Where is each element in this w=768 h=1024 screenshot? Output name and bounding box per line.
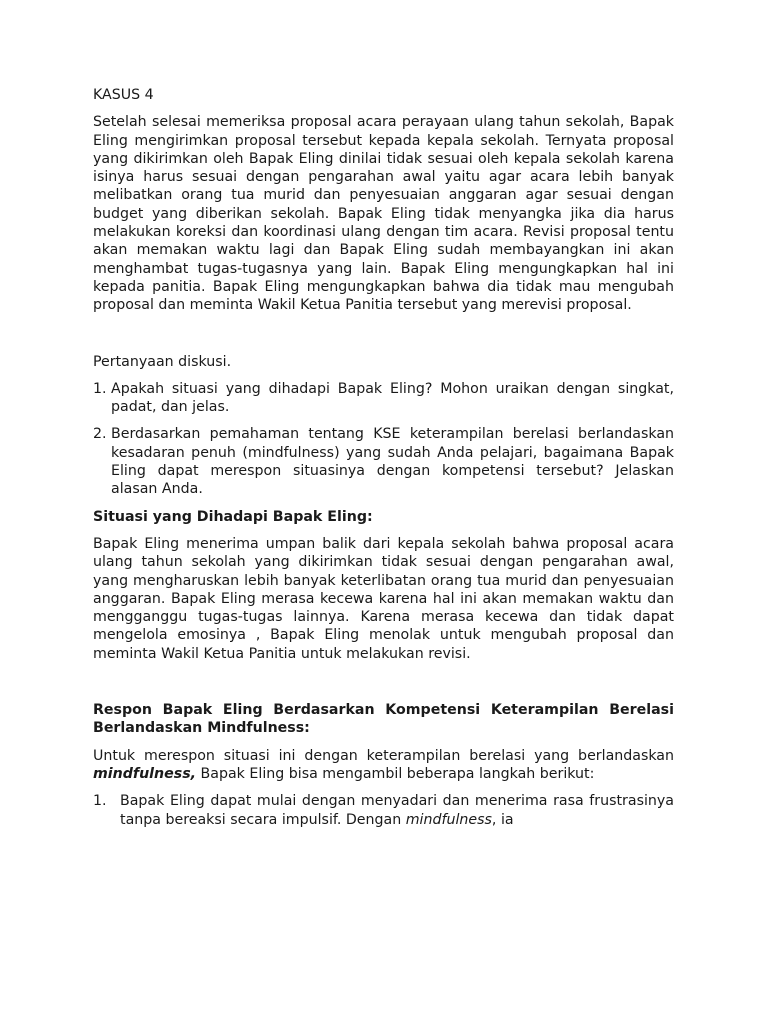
discussion-question — [93, 425, 674, 498]
discussion-question-list — [93, 380, 674, 499]
question-text: Apakah situasi yang dihadapi Bapak Eling? Mohon uraikan dengan singkat, padat, dan jelas. — [111, 380, 674, 416]
response-intro-emphasis: mindfulness, — [93, 765, 197, 782]
step-number: 1. — [93, 793, 107, 810]
case-title: KASUS 4 — [93, 87, 154, 103]
spacer — [93, 663, 674, 701]
situation-paragraph: Bapak Eling menerima umpan balik dari kepala sekolah bahwa proposal acara ulang tahun sekolah yang dikirimkan tidak sesuai dengan pengarahan awal, yang mengharuskan lebih banyak keterlibatan orang tua murid dan penyesuaian anggaran. Bapak Eling merasa kecewa karena hal ini akan memakan waktu dan mengganggu tugas-tugas lainnya. Karena merasa kecewa dan tidak dapat mengelola emosinya , Bapak Eling menolak untuk mengubah proposal dan meminta Wakil Ketua Panitia untuk melakukan revisi. — [93, 535, 674, 662]
spacer — [93, 315, 674, 353]
response-step — [93, 792, 674, 829]
case-paragraph: Setelah selesai memeriksa proposal acara perayaan ulang tahun sekolah, Bapak Eling mengirimkan proposal tersebut kepada kepala sekolah. Ternyata proposal yang dikirimkan oleh Bapak Eling dinilai tidak sesuai oleh kepala sekolah karena isinya harus sesuai dengan pengarahan awal yaitu agar acara lebih banyak melibatkan orang tua murid dan penyesuaian anggaran agar sesuai dengan budget yang diberikan sekolah. Bapak Eling tidak menyangka jika dia harus melakukan koreksi dan koordinasi ulang dengan tim acara. Revisi proposal tentu akan memakan waktu lagi dan Bapak Eling sudah membayangkan ini akan menghambat tugas-tugasnya yang lain. Bapak Eling mengungkapkan hal ini kepada panitia. Bapak Eling mengungkapkan bahwa dia tidak mau mengubah proposal dan meminta Wakil Ketua Panitia tersebut yang merevisi proposal. — [93, 114, 674, 314]
response-intro-text: Untuk merespon situasi ini dengan keterampilan berelasi yang berlandaskan — [93, 747, 674, 764]
response-step-list — [93, 792, 674, 829]
spacer — [93, 738, 674, 747]
response-intro — [93, 747, 674, 784]
response-intro-text-end: Bapak Eling bisa mengambil beberapa langkah berikut: — [196, 765, 595, 782]
step-text: Bapak Eling dapat mulai dengan menyadari dan menerima rasa frustrasinya tanpa bereaksi secara impulsif. Dengan — [120, 793, 674, 828]
discussion-title: Pertanyaan diskusi. — [93, 353, 232, 370]
question-number: 1. — [93, 380, 107, 397]
document-page — [93, 86, 674, 838]
question-text: Berdasarkan pemahaman tentang KSE keterampilan berelasi berlandaskan kesadaran penuh (mindfulness) yang sudah Anda pelajari, bagaimana Bapak Eling dapat merespon situasinya dengan kompetensi tersebut? Jelaskan alasan Anda. — [111, 426, 674, 498]
discussion-question — [93, 380, 674, 417]
step-text-end: , ia — [491, 811, 514, 828]
spacer — [93, 526, 674, 535]
response-heading: Respon Bapak Eling Berdasarkan Kompetensi Keterampilan Berelasi Berlandaskan Mindfulness: — [93, 702, 674, 737]
question-number: 2. — [93, 426, 107, 443]
step-emphasis: mindfulness — [405, 811, 492, 828]
situation-heading: Situasi yang Dihadapi Bapak Eling: — [93, 508, 373, 525]
spacer — [93, 783, 674, 792]
